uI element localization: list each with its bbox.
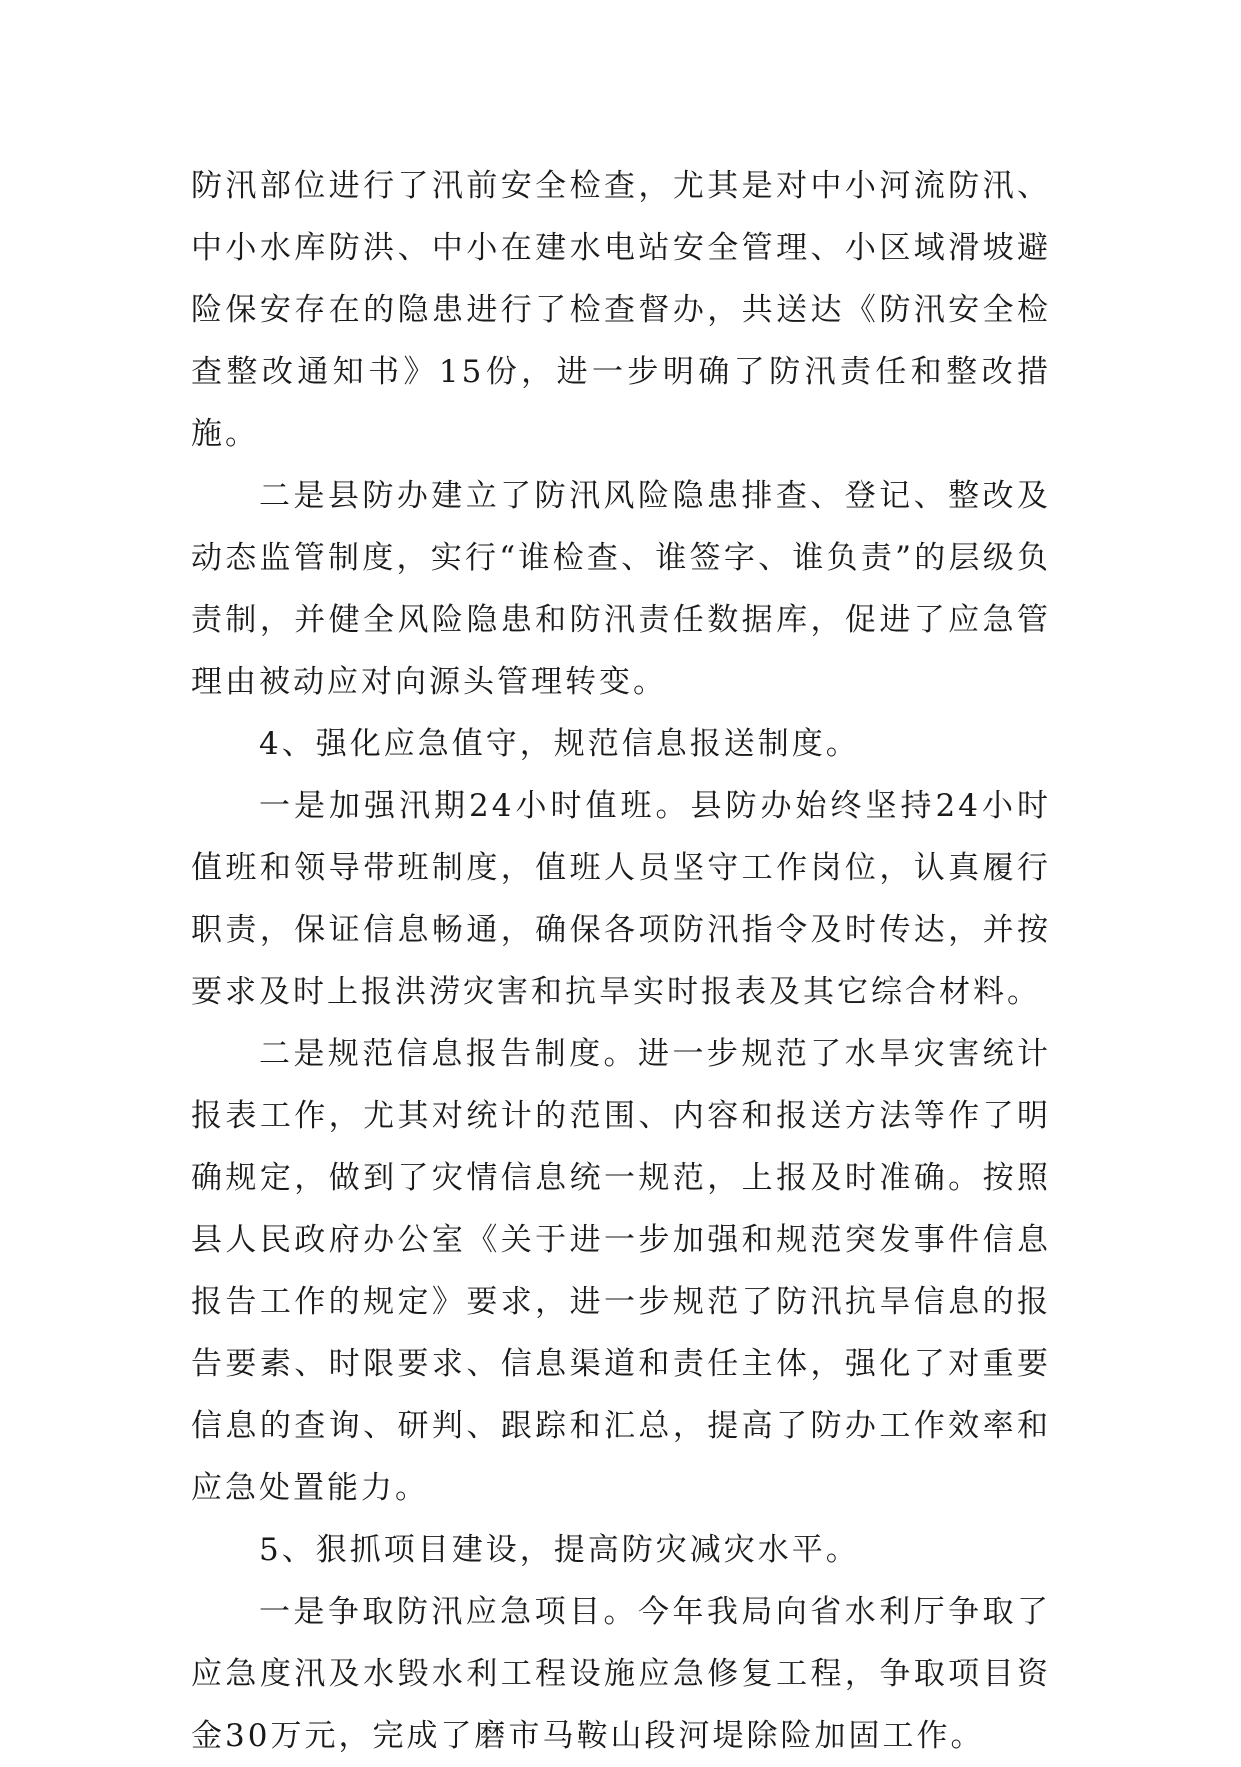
- paragraph-information-reporting: 二是规范信息报告制度。进一步规范了水旱灾害统计报表工作，尤其对统计的范围、内容和报送方法等作了明确规定，做到了灾情信息统一规范，上报及时准确。按照县人民政府办公室《关于进一步加强和规范突发事件信息报告工作的规定》要求，进一步规范了防汛抗旱信息的报告要素、时限要求、信息渠道和责任主体，强化了对重要信息的查询、研判、跟踪和汇总，提高了防办工作效率和应急处置能力。: [191, 1036, 1051, 1506]
- paragraph-risk-management: 二是县防办建立了防汛风险隐患排查、登记、整改及动态监管制度，实行“谁检查、谁签字、谁负责”的层级负责制，并健全风险隐患和防汛责任数据库，促进了应急管理由被动应对向源头管理转变。: [191, 478, 1051, 700]
- document-body: [191, 155, 1051, 1767]
- section-heading-4: 4、强化应急值守，规范信息报送制度。: [259, 726, 860, 762]
- paragraph-continuation: 防汛部位进行了汛前安全检查，尤其是对中小河流防汛、中小水库防洪、中小在建水电站安全管理、小区域滑坡避险保安存在的隐患进行了检查督办，共送达《防汛安全检查整改通知书》15份，进一步明确了防汛责任和整改措施。: [191, 168, 1051, 452]
- paragraph-duty-shift: 一是加强汛期24小时值班。县防办始终坚持24小时值班和领导带班制度，值班人员坚守工作岗位，认真履行职责，保证信息畅通，确保各项防汛指令及时传达，并按要求及时上报洪涝灾害和抗旱实时报表及其它综合材料。: [191, 788, 1051, 1010]
- section-heading-5: 5、狠抓项目建设，提高防灾减灾水平。: [259, 1532, 860, 1568]
- paragraph-emergency-projects: 一是争取防汛应急项目。今年我局向省水利厅争取了应急度汛及水毁水利工程设施应急修复工程，争取项目资金30万元，完成了磨市马鞍山段河堤除险加固工作。: [191, 1594, 1051, 1754]
